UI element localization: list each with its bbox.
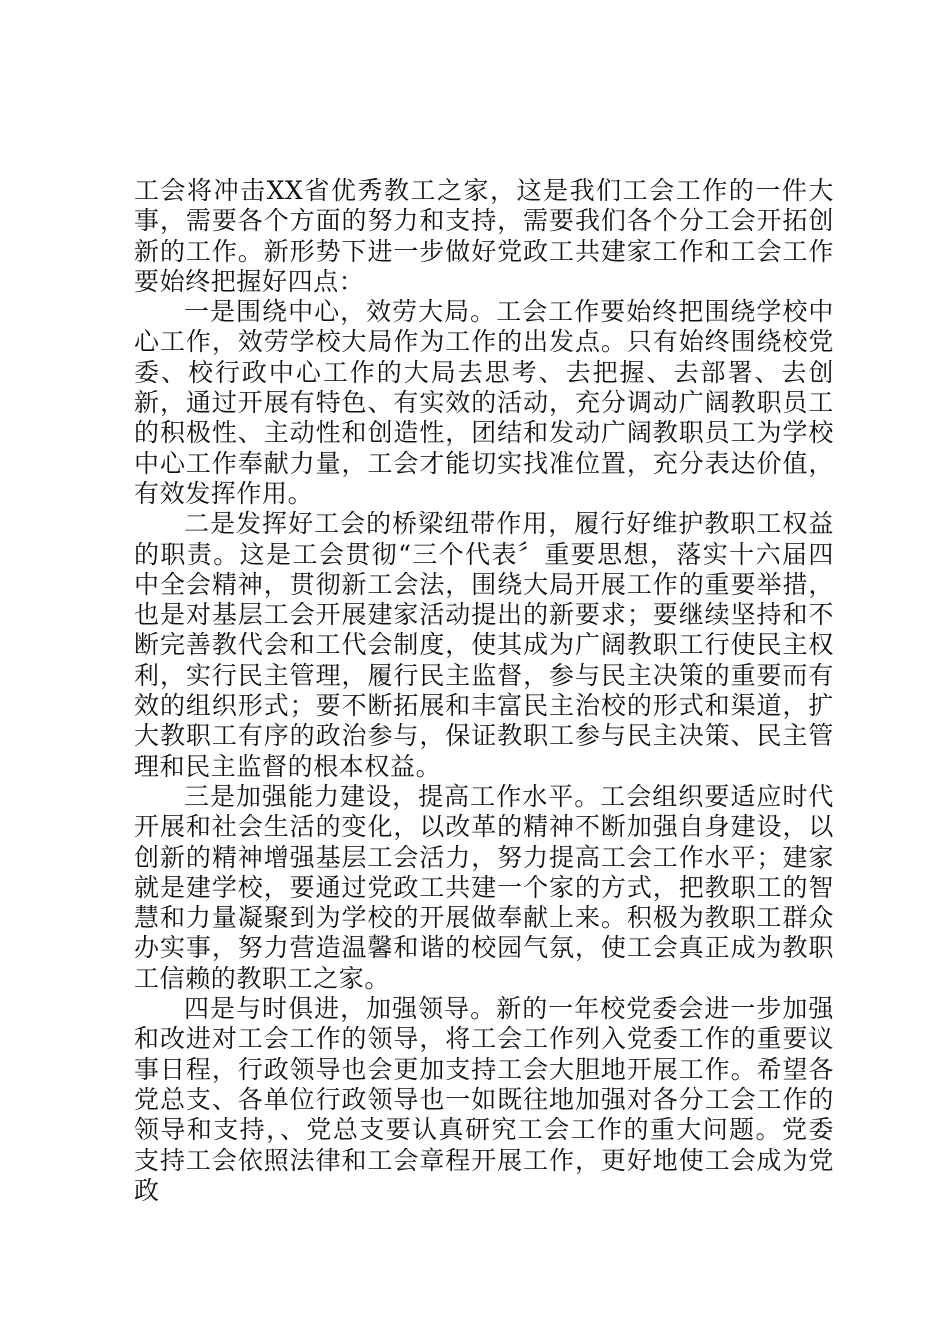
paragraph-point-one: 一是围绕中心，效劳大局。工会工作要始终把围绕学校中心工作，效劳学校大局作为工作的出发点。只有始终围绕校党委、校行政中心工作的大局去思考、去把握、去部署、去创新，通过开展有特色、有实效的活动，充分调动广阔教职员工的积极性、主动性和创造性，团结和发动广阔教职员工为学校中心工作奉献力量，工会才能切实找准位置，充分表达价值，有效发挥作用。	[134, 297, 834, 508]
paragraph-point-four: 四是与时俱进，加强领导。新的一年校党委会进一步加强和改进对工会工作的领导，将工会工作列入党委工作的重要议事日程，行政领导也会更加支持工会大胆地开展工作。希望各党总支、各单位行政领导也一如既往地加强对各分工会工作的领导和支持，、党总支要认真研究工会工作的重大问题。党委支持工会依照法律和工会章程开展工作，更好地使工会成为党政	[134, 994, 834, 1205]
document-body	[134, 176, 834, 1206]
paragraph-intro: 工会将冲击XX省优秀教工之家，这是我们工会工作的一件大事，需要各个方面的努力和支持，需要我们各个分工会开拓创新的工作。新形势下进一步做好党政工共建家工作和工会工作要始终把握好四点：	[134, 176, 834, 296]
paragraph-point-two: 二是发挥好工会的桥梁纽带作用，履行好维护教职工权益的职责。这是工会贯彻“三个代表〞重要思想，落实十六届四中全会精神，贯彻新工会法，围绕大局开展工作的重要举措，也是对基层工会开展建家活动提出的新要求；要继续坚持和不断完善教代会和工代会制度，使其成为广阔教职工行使民主权利，实行民主管理，履行民主监督，参与民主决策的重要而有效的组织形式；要不断拓展和丰富民主治校的形式和渠道，扩大教职工有序的政治参与，保证教职工参与民主决策、民主管理和民主监督的根本权益。	[134, 509, 834, 781]
paragraph-point-three: 三是加强能力建设，提高工作水平。工会组织要适应时代开展和社会生活的变化，以改革的精神不断加强自身建设，以创新的精神增强基层工会活力，努力提高工会工作水平；建家就是建学校，要通过党政工共建一个家的方式，把教职工的智慧和力量凝聚到为学校的开展做奉献上来。积极为教职工群众办实事，努力营造温馨和谐的校园气氛，使工会真正成为教职工信赖的教职工之家。	[134, 781, 834, 993]
